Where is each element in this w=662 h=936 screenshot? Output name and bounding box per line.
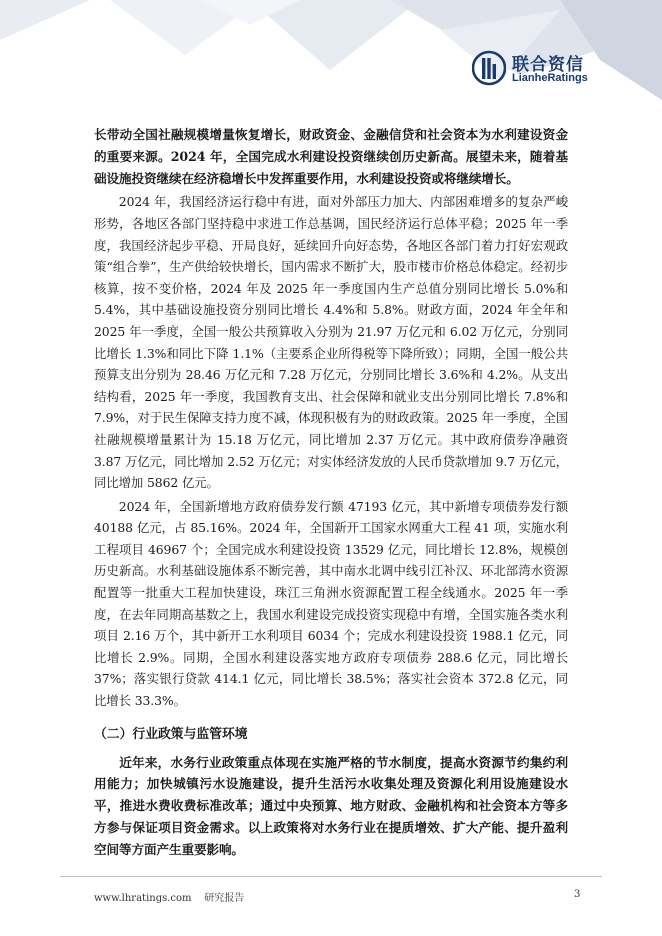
policy-summary-bold: 近年来，水务行业政策重点体现在实施严格的节水制度，提高水资源节约集约利用能力；加快城镇污水设施建设，提升生活污水收集处理及资源化利用设施建设水平，推进水费收费标准改革；通过中央预算、地方财政、金融机构和社会资本方等多方参与保证项目资金需求。以上政策将对水务行业在提质增效、扩大产能、提升盈利空间等方面产生重要影响。 [94,754,568,857]
intro-summary-bold: 长带动全国社融规模增量恢复增长，财政资金、金融信贷和社会资本为水利建设资金的重要来源。2024 年，全国完成水利建设投资继续创历史新高。展望未来，随着基础设施投资继续在经济稳增长中发挥重要作用，水利建设投资或将继续增长。 [94,127,568,186]
logo-chinese-name: 联合资信 [512,55,584,75]
footer-info [94,889,244,904]
footer-website[interactable]: www.lhratings.com [94,893,192,904]
footer-doc-type: 研究报告 [204,893,245,904]
footer-divider [60,876,602,877]
paragraph-water-investment: 2024 年，全国新增地方政府债券发行额 47193 亿元，其中新增专项债券发行额 40188 亿元，占 85.16%。2024 年，全国新开工国家水网重大工程 41 项，实施水利工程项目 46967 个；全国完成水利建设投资 13529 亿元，同比增长 12.8%，规模创历史新高。水利基础设施体系不断完善，其中南水北调中线引江补汉、环北部湾水资源配置等一批重大工程加快建设，珠江三角洲水资源配置工程全线通水。2025 年一季度，在去年同期高基数之上，我国水利建设完成投资实现稳中有增，全国实施各类水利项目 2.16 万个，其中新开工水利项目 6034 个；完成水利建设投资 1988.1 亿元，同比增长 2.9%。同期，全国水利建设落实地方政府专项债券 288.6 亿元，同比增长 37%；落实银行贷款 414.1 亿元，同比增长 38.5%；落实社会资本 372.8 亿元，同比增长 33.3%。 [94,498,568,709]
paragraph-macro-economy: 2024 年，我国经济运行稳中有进，面对外部压力加大、内部困难增多的复杂严峻形势，各地区各部门坚持稳中求进工作总基调，国民经济运行总体平稳；2025 年一季度，我国经济起步平稳、开局良好，延续回升向好态势，各地区各部门着力打好宏观政策“组合拳”，生产供给较快增长，国内需求不断扩大，股市楼市价格总体稳定。经初步核算，按不变价格，2024 年及 2025 年一季度国内生产总值分别同比增长 5.0%和 5.4%，其中基础设施投资分别同比增长 4.4%和 5.8%。财政方面，2024 年全年和 2025 年一季度，全国一般公共预算收入分别为 21.97 万亿元和 6.02 万亿元，分别同比增长 1.3%和同比下降 1.1%（主要系企业所得税等下降所致）；同期，全国一般公共预算支出分别为 28.46 万亿元和 7.28 万亿元，分别同比增长 3.6%和 4.2%。从支出结构看，2025 年一季度，我国教育支出、社会保障和就业支出分别同比增长 7.8%和 7.9%，对于民生保障支持力度不减，体现积极有为的财政政策。2025 年一季度，全国社融规模增量累计为 15.18 万亿元，同比增加 2.37 万亿元。其中政府债券净融资 3.87 万亿元，同比增加 2.52 万亿元；对实体经济发放的人民币贷款增加 9.7 万亿元，同比增加 5862 亿元。 [94,194,568,491]
lianhe-ratings-logo [472,49,632,89]
section-heading-policy: （二）行业政策与监管环境 [94,726,248,742]
logo-english-name: LianheRatings [512,72,588,84]
page-number: 3 [574,889,581,900]
report-body [94,124,568,861]
lianhe-logo-icon [472,49,506,87]
